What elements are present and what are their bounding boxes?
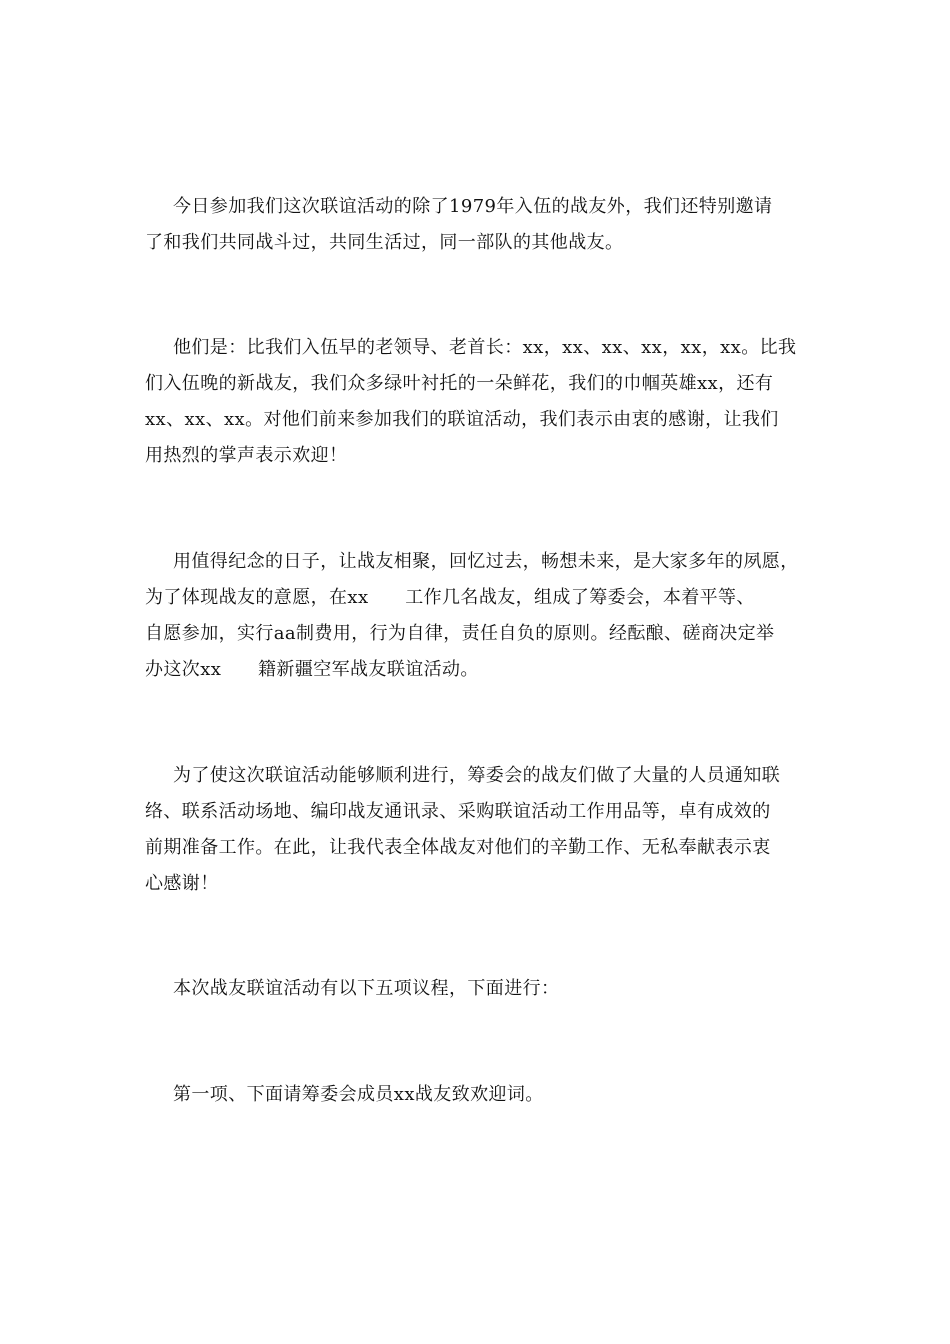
- paragraph-line: 办这次xx 籍新疆空军战友联谊活动。: [145, 659, 479, 680]
- paragraph-line: 第一项、下面请筹委会成员xx战友致欢迎词。: [173, 1084, 544, 1105]
- paragraph-line: 为了使这次联谊活动能够顺利进行，筹委会的战友们做了大量的人员通知联: [173, 765, 781, 786]
- paragraph-line: 今日参加我们这次联谊活动的除了1979年入伍的战友外，我们还特别邀请: [173, 196, 773, 217]
- paragraph-line: 心感谢！: [145, 873, 219, 894]
- paragraph-line: 用热烈的掌声表示欢迎！: [145, 445, 348, 466]
- paragraph-line: 用值得纪念的日子，让战友相聚，回忆过去，畅想未来，是大家多年的夙愿，: [173, 551, 799, 572]
- paragraph-line: 了和我们共同战斗过，共同生活过，同一部队的其他战友。: [145, 232, 624, 253]
- paragraph-line: 自愿参加，实行aa制费用，行为自律，责任自负的原则。经酝酿、磋商决定举: [145, 623, 775, 644]
- paragraph-line: 本次战友联谊活动有以下五项议程，下面进行：: [173, 978, 560, 999]
- paragraph-line: 络、联系活动场地、编印战友通讯录、采购联谊活动工作用品等，卓有成效的: [145, 801, 771, 822]
- paragraph-line: 们入伍晚的新战友，我们众多绿叶衬托的一朵鲜花，我们的巾帼英雄xx，还有: [145, 373, 774, 394]
- paragraph-line: 为了体现战友的意愿，在xx 工作几名战友，组成了筹委会，本着平等、: [145, 587, 755, 608]
- paragraph-line: xx、xx、xx。对他们前来参加我们的联谊活动，我们表示由衷的感谢，让我们: [145, 409, 779, 430]
- paragraph-line: 他们是：比我们入伍早的老领导、老首长：xx，xx、xx、xx，xx，xx。比我: [173, 337, 797, 358]
- paragraph-line: 前期准备工作。在此，让我代表全体战友对他们的辛勤工作、无私奉献表示衷: [145, 837, 771, 858]
